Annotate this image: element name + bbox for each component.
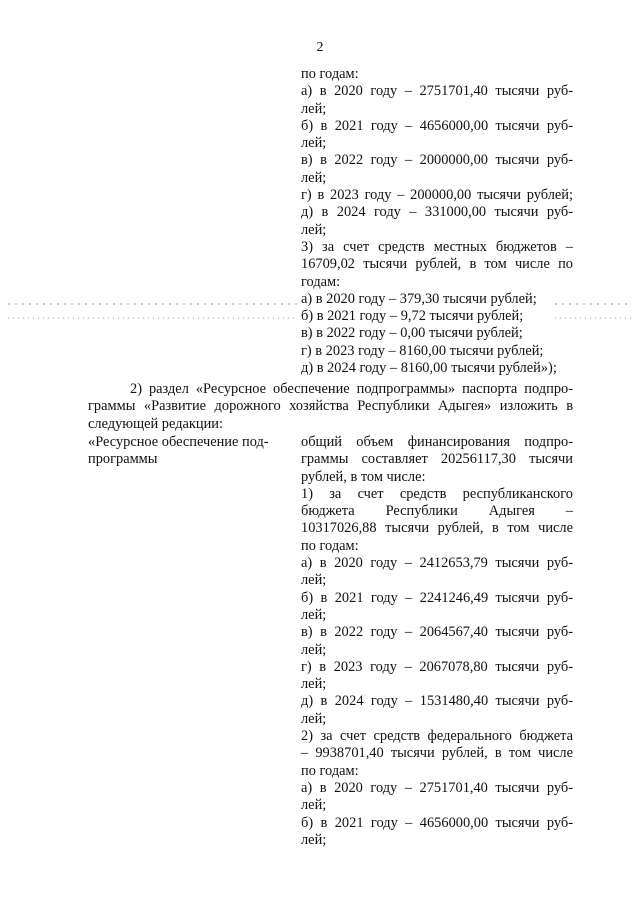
- text-line: 2) за счет средств федерального бюджета: [301, 728, 573, 745]
- text-line: б) в 2021 году – 2241246,49 тысячи руб-: [301, 589, 573, 606]
- text-line: лей;: [301, 676, 327, 693]
- text-line: рублей, в том числе:: [301, 468, 426, 485]
- label-line: программы: [88, 451, 158, 468]
- text-line: б) в 2021 году – 4656000,00 тысячи руб-: [301, 117, 573, 134]
- text-line: а) в 2020 году – 379,30 тысячи рублей;: [301, 290, 537, 307]
- paragraph-line: 2) раздел «Ресурсное обеспечение подпрограммы» паспорта подпро-: [130, 381, 573, 397]
- text-line: общий объем финансирования подпро-: [301, 434, 573, 450]
- text-line: д) в 2024 году – 1531480,40 тысячи руб-: [301, 693, 573, 710]
- text-line: по годам:: [301, 762, 359, 779]
- text-line: а) в 2020 году – 2751701,40 тысячи руб-: [301, 779, 573, 796]
- text-line: в) в 2022 году – 2000000,00 тысячи руб-: [301, 152, 573, 169]
- text-line: 3) за счет средств местных бюджетов –: [301, 238, 573, 255]
- text-line: 10317026,88 тысячи рублей, в том числе: [301, 520, 573, 537]
- text-line: лей;: [301, 221, 327, 238]
- text-line: г) в 2023 году – 200000,00 тысячи рублей;: [301, 187, 573, 204]
- text-line: б) в 2021 году – 9,72 тысячи рублей;: [301, 308, 524, 325]
- text-line: бюджета Республики Адыгея –: [301, 503, 573, 520]
- text-line: д) в 2024 году – 8160,00 тысячи рублей»);: [301, 360, 557, 377]
- text-line: лей;: [301, 606, 327, 623]
- funding-continuation-block: [301, 66, 573, 377]
- text-line: в) в 2022 году – 0,00 тысячи рублей;: [301, 325, 523, 342]
- text-line: лей;: [301, 135, 327, 152]
- text-line: годам:: [301, 273, 341, 290]
- text-line: 1) за счет средств республиканского: [301, 485, 573, 502]
- text-line: лей;: [301, 169, 327, 186]
- text-line: лей;: [301, 572, 327, 589]
- text-line: г) в 2023 году – 2067078,80 тысячи руб-: [301, 658, 573, 675]
- page-number: 2: [316, 40, 324, 55]
- text-line: лей;: [301, 831, 327, 848]
- text-line: в) в 2022 году – 2064567,40 тысячи руб-: [301, 624, 573, 641]
- text-line: лей;: [301, 641, 327, 658]
- text-line: – 9938701,40 тысячи рублей, в том числе: [301, 745, 573, 762]
- text-line: лей;: [301, 797, 327, 814]
- paragraph-line: следующей редакции:: [88, 415, 223, 432]
- paragraph-line: граммы «Развитие дорожного хозяйства Республики Адыгея» изложить в: [88, 398, 573, 415]
- text-line: а) в 2020 году – 2751701,40 тысячи руб-: [301, 83, 573, 100]
- label-line: «Ресурсное обеспечение под-: [88, 434, 269, 450]
- text-line: а) в 2020 году – 2412653,79 тысячи руб-: [301, 555, 573, 572]
- funding-description-block: [301, 434, 573, 849]
- section-label: [88, 434, 278, 469]
- text-line: г) в 2023 году – 8160,00 тысячи рублей;: [301, 342, 544, 359]
- text-line: граммы составляет 20256117,30 тысячи: [301, 451, 573, 468]
- text-line: по годам:: [301, 66, 359, 82]
- text-line: б) в 2021 году – 4656000,00 тысячи руб-: [301, 814, 573, 831]
- text-line: лей;: [301, 100, 327, 117]
- text-line: лей;: [301, 710, 327, 727]
- text-line: по годам:: [301, 537, 359, 554]
- amendment-paragraph: [88, 381, 573, 433]
- text-line: 16709,02 тысячи рублей, в том числе по: [301, 256, 573, 273]
- text-line: д) в 2024 году – 331000,00 тысячи руб-: [301, 204, 573, 221]
